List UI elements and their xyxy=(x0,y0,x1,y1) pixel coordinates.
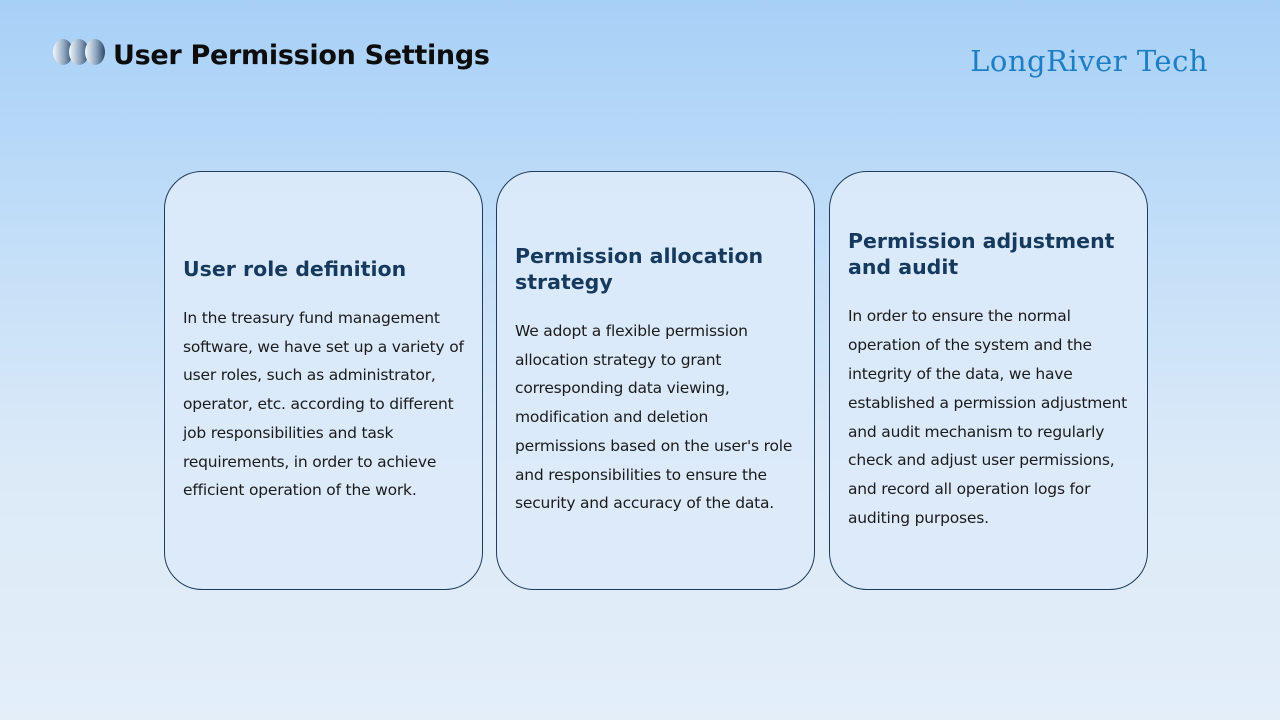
page-title: User Permission Settings xyxy=(113,40,490,71)
logo-mark-icon xyxy=(52,38,112,68)
card-permission-allocation xyxy=(496,171,815,590)
card-body: In the treasury fund management software, we have set up a variety of user roles, such as administrator, operator, etc. according to different job responsibilities and task requirements, in order to achieve efficient operation of the work. xyxy=(183,308,464,500)
card-heading: User role definition xyxy=(183,256,407,281)
company-name: LongRiver Tech xyxy=(970,44,1208,78)
card-heading: Permission allocation strategy xyxy=(515,243,764,294)
card-permission-adjustment xyxy=(829,171,1148,590)
card-body: We adopt a flexible permission allocation strategy to grant corresponding data viewing, modification and deletion permissions based on the user's role and responsibilities to ensure the security and accuracy of the data. xyxy=(515,321,793,513)
card-body: In order to ensure the normal operation of the system and the integrity of the data, we have established a permission adjustment and audit mechanism to regularly check and adjust user permissions, and record all operation logs for auditing purposes. xyxy=(848,307,1127,527)
card-heading: Permission adjustment and audit xyxy=(848,229,1115,280)
card-user-role-definition xyxy=(164,171,483,590)
